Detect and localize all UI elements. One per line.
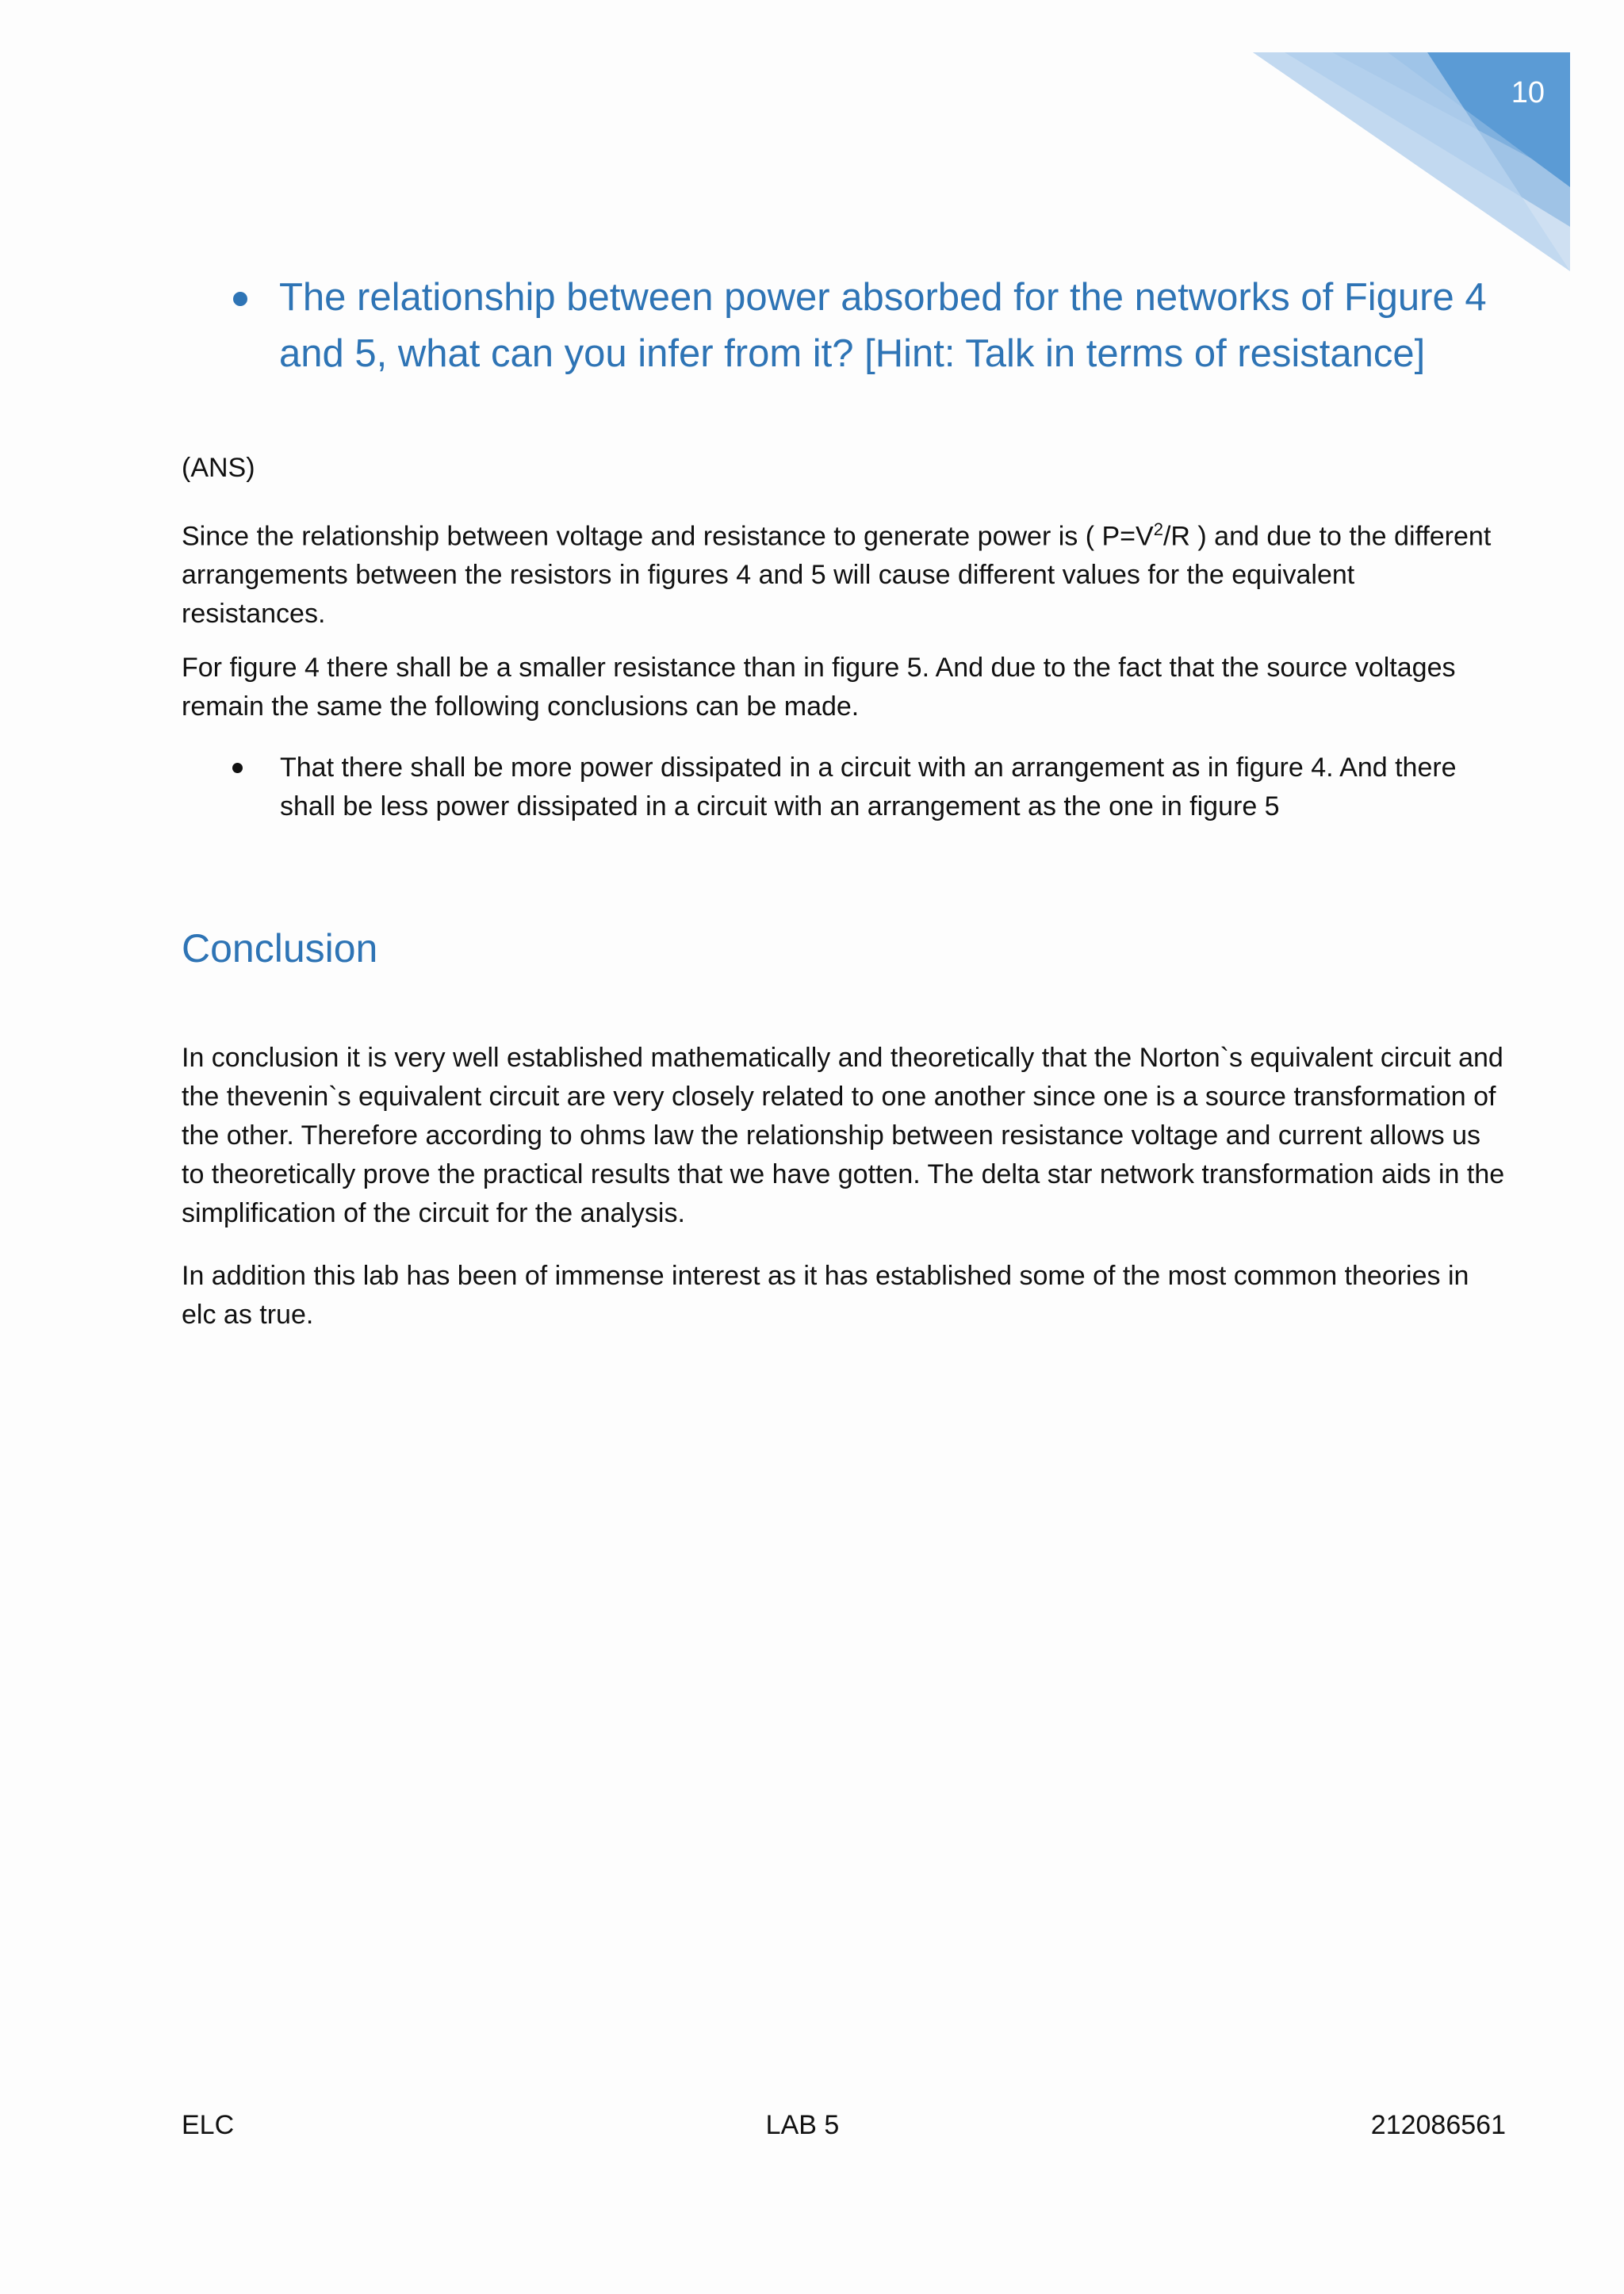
- conclusion-paragraph-1: [182, 1039, 1506, 1233]
- footer-center: LAB 5: [765, 2110, 840, 2140]
- footer-right: 212086561: [1370, 2110, 1506, 2140]
- question-text: The relationship between power absorbed for the networks of Figure 4 and 5, what can you infer from it? [Hint: Talk in terms of resistance]: [279, 276, 1487, 375]
- page-footer: [182, 2106, 1506, 2145]
- para1-after: /R ) and due to the different arrangements between the resistors in figures 4 and 5 will cause different values for the equivalent resistances.: [182, 521, 1492, 630]
- conclusion-paragraph-2: [182, 1257, 1506, 1335]
- answer-label: (ANS): [182, 453, 255, 483]
- answer-bullet-item: [182, 749, 1506, 826]
- footer-left: ELC: [182, 2110, 235, 2140]
- conclusion-para1-text: In conclusion it is very well established mathematically and theoretically that the Norton`s equivalent circuit and the thevenin`s equivalent circuit are very closely related to one another since one is a source transformation of the other. Therefore according to ohms law the relationship between resistance voltage and current allows us to theoretically prove the practical results that we have gotten. The delta star network transformation aids in the simplification of the circuit for the analysis.: [182, 1043, 1505, 1228]
- para2-text: For figure 4 there shall be a smaller resistance than in figure 5. And due to the fact that the source voltages remain the same the following conclusions can be made.: [182, 653, 1456, 722]
- page-number: 10: [1511, 76, 1545, 109]
- answer-paragraph-2: [182, 649, 1506, 726]
- answer-paragraph-1: [182, 510, 1506, 634]
- superscript-2: 2: [1153, 519, 1163, 539]
- bullet-icon: [233, 292, 247, 306]
- para1-before: Since the relationship between voltage and resistance to generate power is ( P=V: [182, 521, 1154, 552]
- conclusion-para2-text: In addition this lab has been of immense interest as it has established some of the most common theories in elc as true.: [182, 1261, 1469, 1330]
- bullet-icon: [232, 763, 243, 773]
- question-bullet: [222, 270, 1507, 382]
- conclusion-heading: Conclusion: [182, 926, 378, 971]
- answer-bullet-text: That there shall be more power dissipated in a circuit with an arrangement as in figure 4. And there shall be less power dissipated in a circuit with an arrangement as the one in figure 5: [280, 753, 1457, 821]
